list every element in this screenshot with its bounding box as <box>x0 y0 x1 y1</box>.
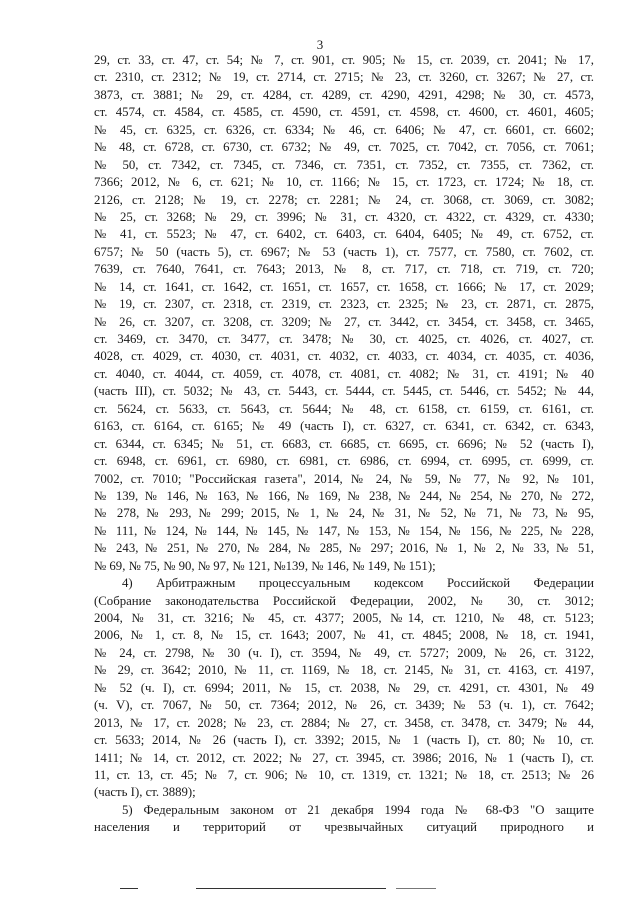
text-line: № 45, ст. 6325, ст. 6326, ст. 6334; № 46, ст. 6406; № 47, ст. 6601, ст. 6602; <box>94 122 594 137</box>
text-line: 2006, № 1, ст. 8, № 15, ст. 1643; 2007, № 41, ст. 4845; 2008, № 18, ст. 1941, <box>94 628 594 643</box>
text-line: № 25, ст. 3268; № 29, ст. 3996; № 31, ст. 4320, ст. 4322, ст. 4329, ст. 4330; <box>94 209 594 224</box>
text-line: 1411; № 14, ст. 2012, ст. 2022; № 27, ст. 3945, ст. 3986; 2016, № 1 (часть I), ст. <box>94 750 594 765</box>
text-line: 4028, ст. 4029, ст. 4030, ст. 4031, ст. 4032, ст. 4033, ст. 4034, ст. 4035, ст. 4036, <box>94 349 594 364</box>
document-body <box>94 52 594 837</box>
text-line: населения и территорий от чрезвычайных ситуаций природного и <box>94 820 594 835</box>
text-line: № 14, ст. 1641, ст. 1642, ст. 1651, ст. 1657, ст. 1658, ст. 1666; № 17, ст. 2029; <box>94 279 594 294</box>
text-line: № 41, ст. 5523; № 47, ст. 6402, ст. 6403, ст. 6404, 6405; № 49, ст. 6752, ст. <box>94 227 594 242</box>
text-line: 7002, ст. 7010; "Российская газета", 2014, № 24, № 59, № 77, № 92, № 101, <box>94 471 594 486</box>
text-line: ст. 5633; 2014, № 26 (часть I), ст. 3392; 2015, № 1 (часть I), ст. 80; № 10, ст. <box>94 733 594 748</box>
text-line: № 139, № 146, № 163, № 166, № 169, № 238, № 244, № 254, № 270, № 272, <box>94 488 594 503</box>
text-line: 29, ст. 33, ст. 47, ст. 54; № 7, ст. 901, ст. 905; № 15, ст. 2039, ст. 2041; № 17, <box>94 53 594 67</box>
text-line: № 19, ст. 2307, ст. 2318, ст. 2319, ст. 2323, ст. 2325; № 23, ст. 2871, ст. 2875, <box>94 297 594 312</box>
footer-rule <box>120 888 138 889</box>
text-line: № 69, № 75, № 90, № 97, № 121, №139, № 146, № 149, № 151); <box>94 558 436 573</box>
text-line: ст. 5624, ст. 5633, ст. 5643, ст. 5644; № 48, ст. 6158, ст. 6159, ст. 6161, ст. <box>94 401 594 416</box>
text-line: ст. 6344, ст. 6345; № 51, ст. 6683, ст. 6685, ст. 6695, ст. 6696; № 52 (часть I), <box>94 436 594 451</box>
text-line: № 26, ст. 3207, ст. 3208, ст. 3209; № 27, ст. 3442, ст. 3454, ст. 3458, ст. 3465, <box>94 314 594 329</box>
text-line: (ч. V), ст. 7067, № 50, ст. 7364; 2012, № 26, ст. 3439; № 53 (ч. 1), ст. 7642; <box>94 698 594 713</box>
text-line: 6757; № 50 (часть 5), ст. 6967; № 53 (часть 1), ст. 7577, ст. 7580, ст. 7602, ст. <box>94 244 594 259</box>
text-line: 2004, № 31, ст. 3216; № 45, ст. 4377; 2005, №14, ст. 1210, № 48, ст. 5123; <box>94 611 594 625</box>
text-line: (часть I), ст. 3889); <box>94 785 196 800</box>
text-line: ст. 2310, ст. 2312; № 19, ст. 2714, ст. 2715; № 23, ст. 3260, ст. 3267; № 27, ст. <box>94 70 594 85</box>
text-line: 2013, № 17, ст. 2028; № 23, ст. 2884; № 27, ст. 3458, ст. 3478, ст. 3479; № 44, <box>94 715 594 730</box>
text-line: № 48, ст. 6728, ст. 6730, ст. 6732; № 49, ст. 7025, ст. 7042, ст. 7056, ст. 7061; <box>94 140 594 155</box>
text-line: ст. 4574, ст. 4584, ст. 4585, ст. 4590, ст. 4591, ст. 4598, ст. 4600, ст. 4601, 4605; <box>94 105 594 120</box>
text-line: 4) Арбитражным процессуальным кодексом Российской Федерации <box>122 576 594 591</box>
page-number: 3 <box>316 37 324 52</box>
text-line: № 243, № 251, № 270, № 284, № 285, № 297; 2016, № 1, № 2, № 33, № 51, <box>94 541 594 556</box>
text-line: ст. 4040, ст. 4044, ст. 4059, ст. 4078, ст. 4081, ст. 4082; № 31, ст. 4191; № 40 <box>94 366 594 381</box>
text-line: 2126, ст. 2128; № 19, ст. 2278; ст. 2281; № 24, ст. 3068, ст. 3069, ст. 3082; <box>94 192 594 207</box>
text-line: 11, ст. 13, ст. 45; № 7, ст. 906; № 10, ст. 1319, ст. 1321; № 18, ст. 2513; № 26 <box>94 767 594 782</box>
text-line: 3873, ст. 3881; № 29, ст. 4284, ст. 4289, ст. 4290, 4291, 4298; № 30, ст. 4573, <box>94 87 594 102</box>
text-line: (часть III), ст. 5032; № 43, ст. 5443, ст. 5444, ст. 5445, ст. 5446, ст. 5452; № 44, <box>94 384 594 399</box>
text-line: (Собрание законодательства Российской Федерации, 2002, № 30, ст. 3012; <box>94 593 594 608</box>
footer-rule <box>196 888 386 889</box>
text-line: ст. 6948, ст. 6961, ст. 6980, ст. 6981, ст. 6986, ст. 6994, ст. 6995, ст. 6999, ст. <box>94 454 594 469</box>
text-line: № 278, № 293, № 299; 2015, № 1, № 24, № 31, № 52, № 71, № 73, № 95, <box>94 506 594 521</box>
text-line: 5) Федеральным законом от 21 декабря 1994 года № 68-ФЗ "О защите <box>122 802 594 817</box>
text-line: 7366; 2012, № 6, ст. 621; № 10, ст. 1166; № 15, ст. 1723, ст. 1724; № 18, ст. <box>94 175 594 190</box>
text-line: 6163, ст. 6164, ст. 6165; № 49 (часть I), ст. 6327, ст. 6341, ст. 6342, ст. 6343, <box>94 419 594 434</box>
text-line: № 50, ст. 7342, ст. 7345, ст. 7346, ст. 7351, ст. 7352, ст. 7355, ст. 7362, ст. <box>94 157 594 172</box>
text-line: 7639, ст. 7640, 7641, ст. 7643; 2013, № 8, ст. 717, ст. 718, ст. 719, ст. 720; <box>94 262 594 277</box>
text-line: № 24, ст. 2798, № 30 (ч. I), ст. 3594, № 49, ст. 5727; 2009, № 26, ст. 3122, <box>94 645 594 660</box>
text-line: ст. 3469, ст. 3470, ст. 3477, ст. 3478; № 30, ст. 4025, ст. 4026, ст. 4027, ст. <box>94 332 594 346</box>
footer-rule <box>396 888 436 889</box>
text-line: № 29, ст. 3642; 2010, № 11, ст. 1169, № 18, ст. 2145, № 31, ст. 4163, ст. 4197, <box>94 663 594 678</box>
text-line: № 111, № 124, № 144, № 145, № 147, № 153, № 154, № 156, № 225, № 228, <box>94 523 594 538</box>
text-line: № 52 (ч. I), ст. 6994; 2011, № 15, ст. 2038, № 29, ст. 4291, ст. 4301, № 49 <box>94 680 594 695</box>
